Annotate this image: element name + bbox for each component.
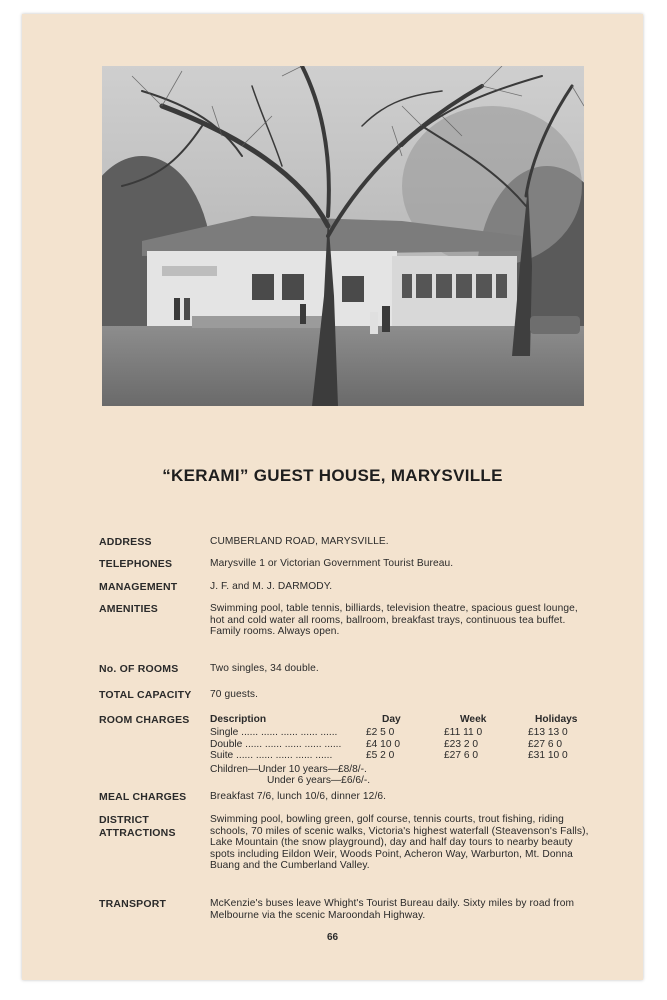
charge-holidays: £27 6 0 (528, 738, 562, 750)
capacity-label: TOTAL CAPACITY (99, 689, 192, 701)
capacity-value: 70 guests. (210, 689, 259, 700)
children-charge-2 (210, 775, 600, 787)
photo-illustration-icon (102, 66, 584, 406)
charge-day: £5 2 0 (366, 750, 395, 762)
meals-value: Breakfast 7/6, lunch 10/6, dinner 12/6. (210, 791, 387, 802)
brochure-page (22, 14, 643, 980)
room-charges-header (210, 714, 600, 727)
charge-holidays: £31 10 0 (528, 750, 568, 762)
charge-description: Double ...... ...... ...... ...... ...... (210, 738, 342, 750)
amenities-label: AMENITIES (99, 603, 158, 615)
attractions-label (99, 814, 209, 840)
charge-row-double (210, 739, 600, 751)
room-charges-label: ROOM CHARGES (99, 714, 190, 726)
page-number: 66 (326, 932, 339, 943)
day-header: Day (382, 714, 401, 725)
week-header: Week (460, 714, 487, 725)
transport-label: TRANSPORT (99, 898, 167, 910)
holidays-header: Holidays (535, 714, 578, 725)
amenities-value: Swimming pool, table tennis, billiards, television theatre, spacious guest lounge, hot and cold water all rooms, ballroom, breakfast trays, continuous tea buffet. Family rooms. Always open. (210, 603, 578, 638)
guest-house-photo (102, 66, 584, 406)
page-title: “KERAMI” GUEST HOUSE, MARYSVILLE (162, 466, 503, 485)
rooms-label: No. OF ROOMS (99, 663, 179, 675)
telephones-value: Marysville 1 or Victorian Government Tourist Bureau. (210, 558, 454, 569)
charge-day: £4 10 0 (366, 738, 400, 750)
charge-week: £11 11 0 (444, 727, 483, 738)
children-charge-1 (210, 764, 600, 776)
rooms-value: Two singles, 34 double. (210, 663, 319, 674)
management-label: MANAGEMENT (99, 581, 178, 593)
telephones-label: TELEPHONES (99, 558, 173, 570)
address-value: CUMBERLAND ROAD, MARYSVILLE. (210, 536, 389, 547)
meals-label: MEAL CHARGES (99, 791, 187, 803)
charge-description: Suite ...... ...... ...... ...... ...... (210, 750, 333, 762)
charge-week: £23 2 0 (444, 738, 478, 750)
charge-row-suite (210, 750, 600, 762)
attractions-label-line-1: DISTRICT (99, 814, 150, 826)
management-value: J. F. and M. J. DARMODY. (210, 581, 333, 592)
attractions-value: Swimming pool, bowling green, golf course, tennis courts, trout fishing, riding schools, 70 miles of scenic walks, Victoria's highest waterfall (Steavenson's Falls), Lake Mountain (the snow playground), day and half day tours to nearby beauty spots including Eildon Weir, Woods Point, Acheron Way, Warburton, Mt. Donna Buang and the Cumberland Valley. (210, 814, 589, 872)
charge-holidays: £13 13 0 (528, 727, 568, 738)
address-label: ADDRESS (99, 536, 152, 548)
charge-day: £2 5 0 (366, 727, 395, 738)
attractions-label-line-2: ATTRACTIONS (99, 827, 176, 839)
charge-row-single (210, 727, 600, 739)
room-charges-table (210, 714, 600, 787)
transport-value: McKenzie's buses leave Whight's Tourist Bureau daily. Sixty miles by road from Melbourne via the scenic Maroondah Highway. (210, 898, 575, 921)
children-under-6: Under 6 years—£6/6/-. (267, 775, 371, 787)
charge-description: Single ...... ...... ...... ...... ...... (210, 727, 338, 738)
children-under-10: Children—Under 10 years—£8/8/-. (210, 763, 367, 775)
charge-week: £27 6 0 (444, 750, 478, 762)
description-header: Description (210, 714, 267, 725)
